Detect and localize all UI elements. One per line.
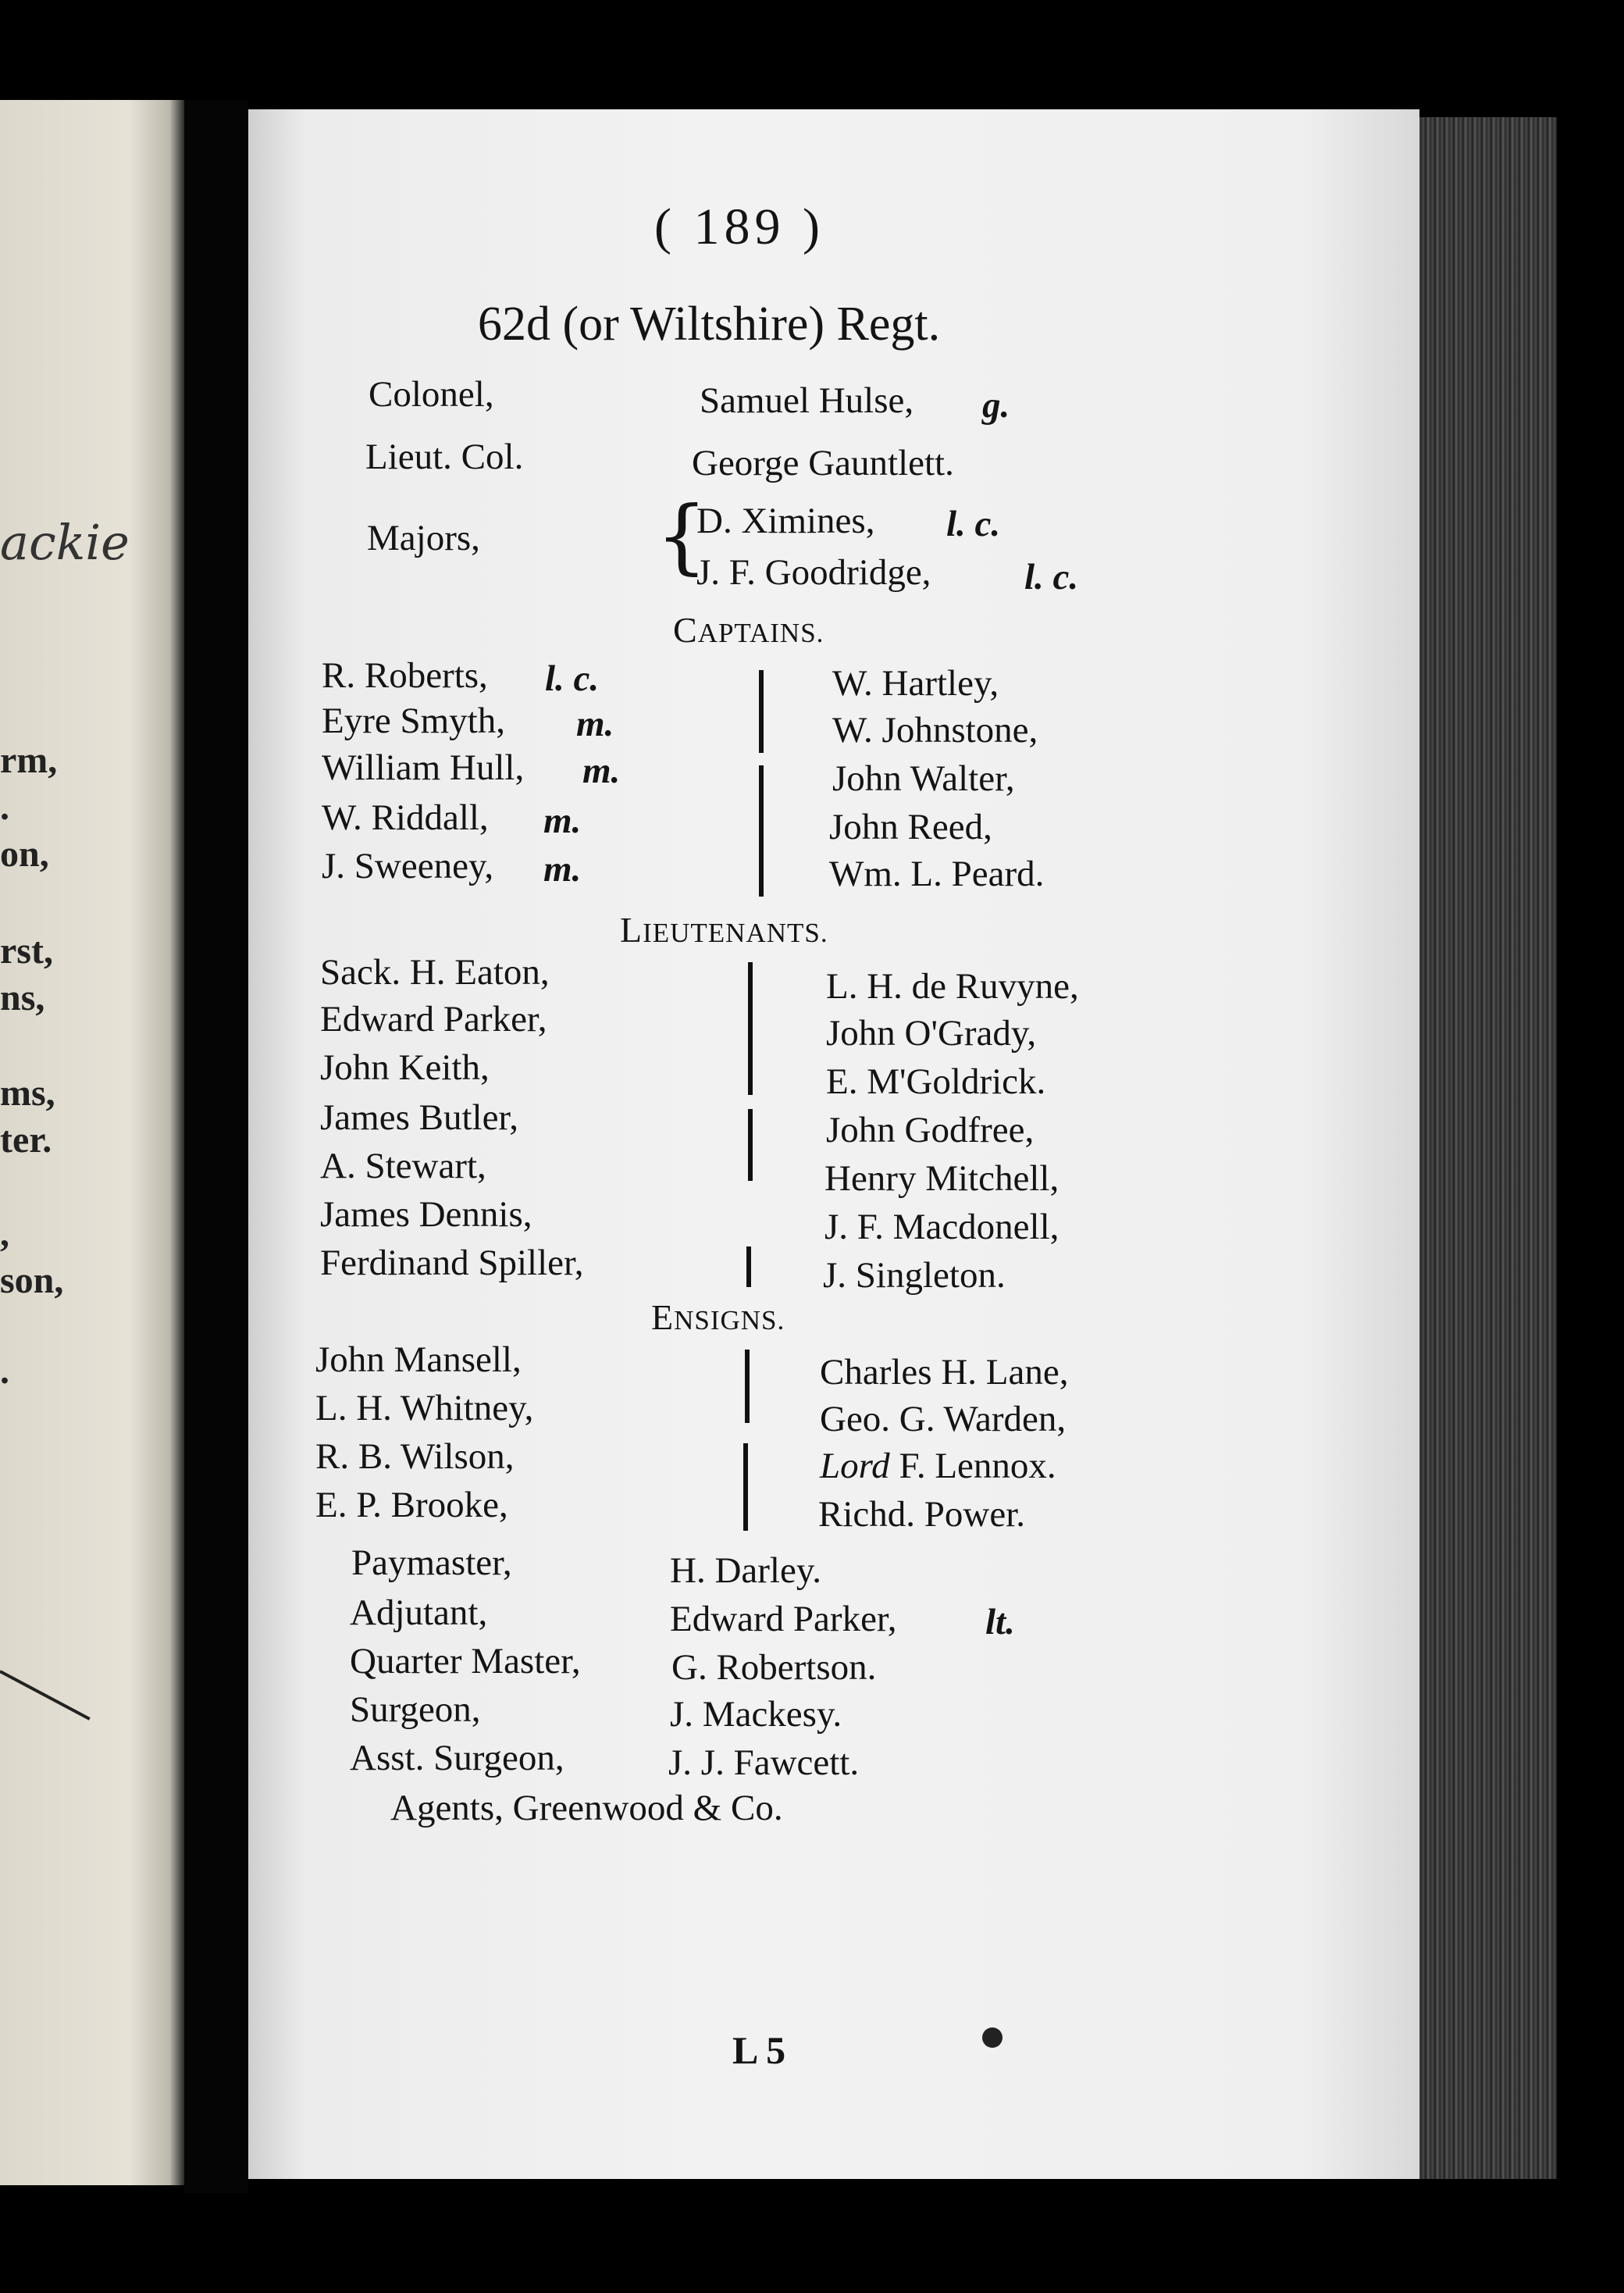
ink-blot <box>982 2027 1003 2048</box>
captain-left: William Hull, <box>322 747 525 788</box>
left-fragment: . <box>0 786 9 828</box>
column-rule <box>748 962 753 1095</box>
column-rule <box>745 1350 750 1423</box>
captain-right: W. Hartley, <box>832 663 999 704</box>
column-rule <box>746 1246 751 1287</box>
left-facing-page <box>0 100 184 2185</box>
captain-left: Eyre Smyth, <box>322 701 505 741</box>
staff-name: D. Ximines, <box>696 501 875 541</box>
staff-note: g. <box>982 385 1010 426</box>
staff-name: J. Mackesy. <box>670 1694 842 1735</box>
book-gutter <box>184 100 248 2193</box>
captain-left: J. Sweeney, <box>322 846 494 886</box>
staff-role: Paymaster, <box>351 1542 512 1583</box>
lieutenant-right: John Godfree, <box>826 1110 1035 1150</box>
ensign-left: L. H. Whitney, <box>315 1388 534 1428</box>
staff-role: Quarter Master, <box>350 1641 581 1681</box>
lieutenant-right: J. Singleton. <box>823 1255 1006 1296</box>
left-fragment: ns, <box>0 977 45 1018</box>
captain-note: m. <box>576 704 614 744</box>
ensign-right: Charles H. Lane, <box>820 1352 1069 1393</box>
ensign-right: Lord F. Lennox. <box>820 1446 1056 1486</box>
captain-note: m. <box>543 849 582 890</box>
staff-name: H. Darley. <box>670 1550 822 1591</box>
staff-role: Surgeon, <box>350 1689 481 1730</box>
left-fragment: rm, <box>0 740 58 781</box>
staff-role: Majors, <box>367 518 480 558</box>
left-fragment: ter. <box>0 1119 52 1161</box>
ensign-left: R. B. Wilson, <box>315 1436 515 1477</box>
left-fragment: ms, <box>0 1072 55 1114</box>
staff-name: G. Robertson. <box>671 1647 877 1688</box>
signature-mark: L 5 <box>732 2028 786 2072</box>
lieutenant-right: J. F. Macdonell, <box>824 1207 1060 1247</box>
left-fragment: on, <box>0 833 49 875</box>
lieutenant-left: James Dennis, <box>320 1194 532 1235</box>
lieutenant-right: L. H. de Ruvyne, <box>826 966 1079 1007</box>
lieutenant-right: Henry Mitchell, <box>824 1158 1060 1199</box>
lieutenant-left: James Butler, <box>320 1097 518 1138</box>
staff-role: Colonel, <box>369 374 494 415</box>
left-fragment: . <box>0 1350 9 1392</box>
column-rule <box>759 670 764 753</box>
captain-right: John Reed, <box>829 807 992 847</box>
staff-name: Edward Parker, <box>670 1599 897 1639</box>
captain-note: m. <box>543 801 582 841</box>
ensign-left: E. P. Brooke, <box>315 1485 508 1525</box>
captain-left: W. Riddall, <box>322 797 489 838</box>
staff-note: l. c. <box>946 504 1001 544</box>
left-fragment: son, <box>0 1260 64 1301</box>
lieutenant-right: John O'Grady, <box>826 1013 1037 1054</box>
lieutenant-left: John Keith, <box>320 1047 490 1088</box>
staff-name: J. F. Goodridge, <box>696 552 931 593</box>
agents-line: Agents, Greenwood & Co. <box>390 1788 783 1828</box>
staff-name: Samuel Hulse, <box>700 380 914 421</box>
staff-note: lt. <box>985 1602 1015 1642</box>
ensign-left: John Mansell, <box>315 1339 522 1380</box>
staff-role: Lieut. Col. <box>365 437 524 477</box>
page-number: ( 189 ) <box>654 198 824 255</box>
lieutenant-right: E. M'Goldrick. <box>826 1061 1046 1102</box>
ensign-right: Geo. G. Warden, <box>820 1399 1067 1439</box>
majors-brace: { <box>656 488 708 583</box>
lieutenants-heading: LIEUTENANTS. <box>620 910 828 950</box>
column-rule <box>748 1109 753 1181</box>
lieutenant-left: Edward Parker, <box>320 999 547 1040</box>
captain-right: John Walter, <box>832 758 1015 799</box>
staff-role: Adjutant, <box>350 1592 488 1633</box>
captain-left: R. Roberts, <box>322 655 488 696</box>
left-fragment: , <box>0 1213 9 1254</box>
staff-name: J. J. Fawcett. <box>668 1742 860 1783</box>
handwritten-note: ackie <box>0 514 130 571</box>
captain-right: W. Johnstone, <box>832 710 1038 751</box>
captains-heading: CAPTAINS. <box>673 610 824 650</box>
lieutenant-left: Ferdinand Spiller, <box>320 1243 584 1283</box>
ensigns-heading: ENSIGNS. <box>651 1297 785 1337</box>
pen-stroke <box>0 1670 91 1721</box>
column-rule <box>759 765 764 897</box>
lieutenant-left: A. Stewart, <box>320 1146 486 1186</box>
captain-note: l. c. <box>545 658 600 699</box>
staff-role: Asst. Surgeon, <box>350 1738 564 1778</box>
left-fragment: rst, <box>0 930 53 972</box>
lieutenant-left: Sack. H. Eaton, <box>320 952 550 993</box>
captain-right: Wm. L. Peard. <box>829 854 1045 894</box>
regiment-title: 62d (or Wiltshire) Regt. <box>478 298 941 351</box>
staff-name: George Gauntlett. <box>692 443 954 483</box>
ensign-right: Richd. Power. <box>818 1494 1026 1535</box>
captain-note: m. <box>582 751 621 791</box>
column-rule <box>743 1443 748 1531</box>
staff-note: l. c. <box>1024 557 1079 597</box>
